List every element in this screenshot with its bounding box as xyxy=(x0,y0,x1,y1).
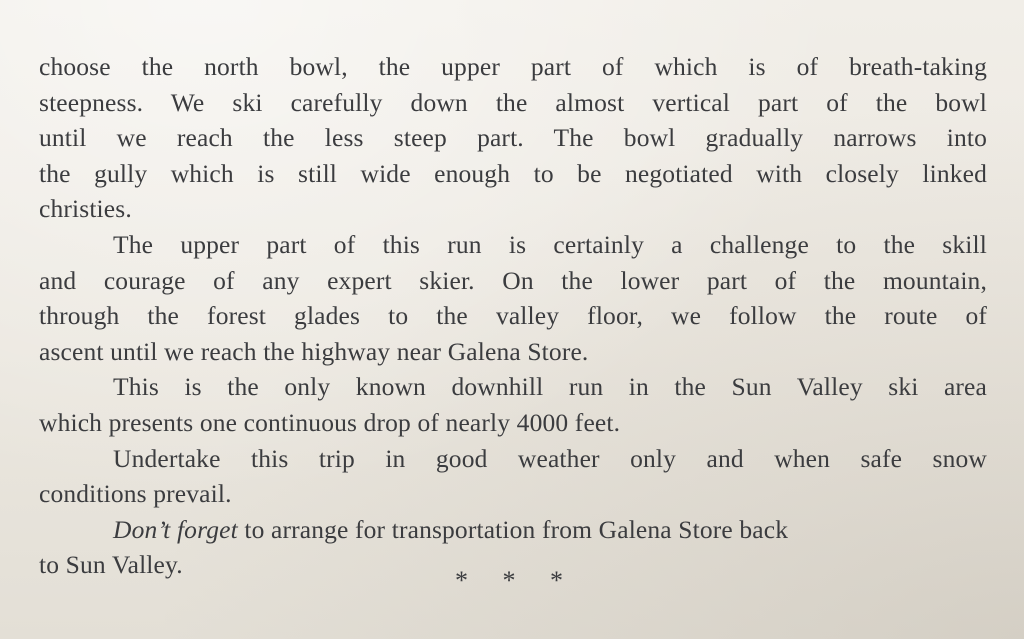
page-body-text xyxy=(39,49,987,583)
section-break-asterisks: * * * xyxy=(455,566,577,595)
text-line: christies. xyxy=(39,194,132,224)
text-line xyxy=(39,512,987,548)
paragraph-continuation xyxy=(39,49,987,227)
text-line: and courage of any expert skier. On the lower part of the mountain, xyxy=(39,265,987,295)
text-line: This is the only known downhill run in the Sun Valley ski area xyxy=(113,372,987,402)
paragraph-downhill-run xyxy=(39,369,987,440)
text-line: The upper part of this run is certainly a challenge to the skill xyxy=(113,229,987,259)
text-line: until we reach the less steep part. The bowl gradually narrows into xyxy=(39,123,987,153)
text-line: choose the north bowl, the upper part of which is of breath-taking xyxy=(39,52,987,81)
text-line: through the forest glades to the valley floor, we follow the route of xyxy=(39,301,987,331)
text-segment: to arrange for transportation from Galena Store back xyxy=(237,514,789,544)
text-line: steepness. We ski carefully down the almost vertical part of the bowl xyxy=(39,87,987,117)
text-line: ascent until we reach the highway near Galena Store. xyxy=(39,336,589,366)
text-line: the gully which is still wide enough to be negotiated with closely linked xyxy=(39,158,987,188)
text-line: Undertake this trip in good weather only and when safe snow xyxy=(113,443,987,473)
paragraph-weather xyxy=(39,441,987,512)
text-line: which presents one continuous drop of nearly 4000 feet. xyxy=(39,407,621,437)
text-line: conditions prevail. xyxy=(39,479,232,509)
text-line: to Sun Valley. xyxy=(39,550,183,580)
paragraph-challenge xyxy=(39,227,987,369)
emphasis-text: Don’t forget xyxy=(113,514,238,544)
